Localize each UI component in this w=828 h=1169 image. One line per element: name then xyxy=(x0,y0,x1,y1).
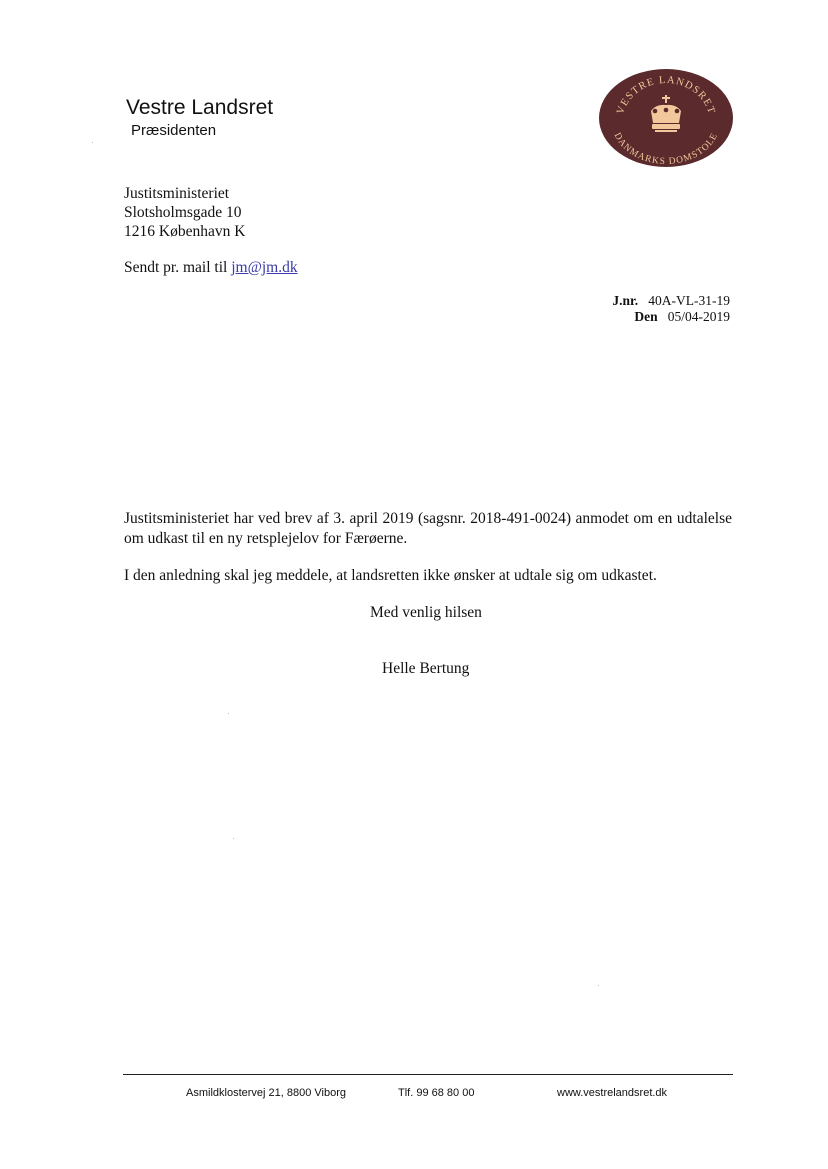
recipient-line: 1216 København K xyxy=(124,223,246,240)
journal-number-row xyxy=(612,293,730,309)
org-name: Vestre Landsret xyxy=(126,96,274,119)
journal-number-value: 40A-VL-31-19 xyxy=(648,293,730,308)
footer-divider xyxy=(123,1074,733,1075)
sent-line-prefix: Sendt pr. mail til xyxy=(124,259,228,276)
body-paragraph-2: I den anledning skal jeg meddele, at landsretten ikke ønsker at udtale sig om udkastet. xyxy=(124,567,657,584)
seal-top-text: VESTRE LANDSRET xyxy=(615,74,717,116)
reference-block xyxy=(612,293,730,325)
court-seal-logo xyxy=(598,68,734,168)
seal-bottom-text: DANMARKS DOMSTOLE xyxy=(611,131,721,168)
footer-address: Asmildklostervej 21, 8800 Viborg xyxy=(186,1087,346,1099)
org-subtitle: Præsidenten xyxy=(131,122,217,139)
recipient-line: Slotsholmsgade 10 xyxy=(124,204,242,221)
scan-speck xyxy=(598,985,599,986)
seal-graphic xyxy=(598,68,734,168)
email-link[interactable]: jm@jm.dk xyxy=(231,259,298,276)
sent-by-mail-line xyxy=(124,258,298,277)
footer-website[interactable]: www.vestrelandsret.dk xyxy=(557,1087,668,1099)
recipient-address xyxy=(124,184,245,241)
date-row xyxy=(612,309,730,325)
date-label: Den xyxy=(634,309,658,324)
scan-speck xyxy=(233,838,234,839)
journal-number-label: J.nr. xyxy=(612,293,639,308)
closing-greeting: Med venlig hilsen xyxy=(370,604,482,621)
recipient-line: Justitsministeriet xyxy=(124,185,230,202)
footer-phone: Tlf. 99 68 80 00 xyxy=(398,1087,475,1099)
scan-speck xyxy=(92,142,93,143)
signature-name: Helle Bertung xyxy=(382,660,470,677)
body-paragraph-1: Justitsministeriet har ved brev af 3. april 2019 (sagsnr. 2018-491-0024) anmodet om en udtalelse om udkast til en ny retsplejelov for Færøerne. xyxy=(124,510,732,547)
scan-speck xyxy=(228,713,229,714)
date-value: 05/04-2019 xyxy=(667,309,730,324)
